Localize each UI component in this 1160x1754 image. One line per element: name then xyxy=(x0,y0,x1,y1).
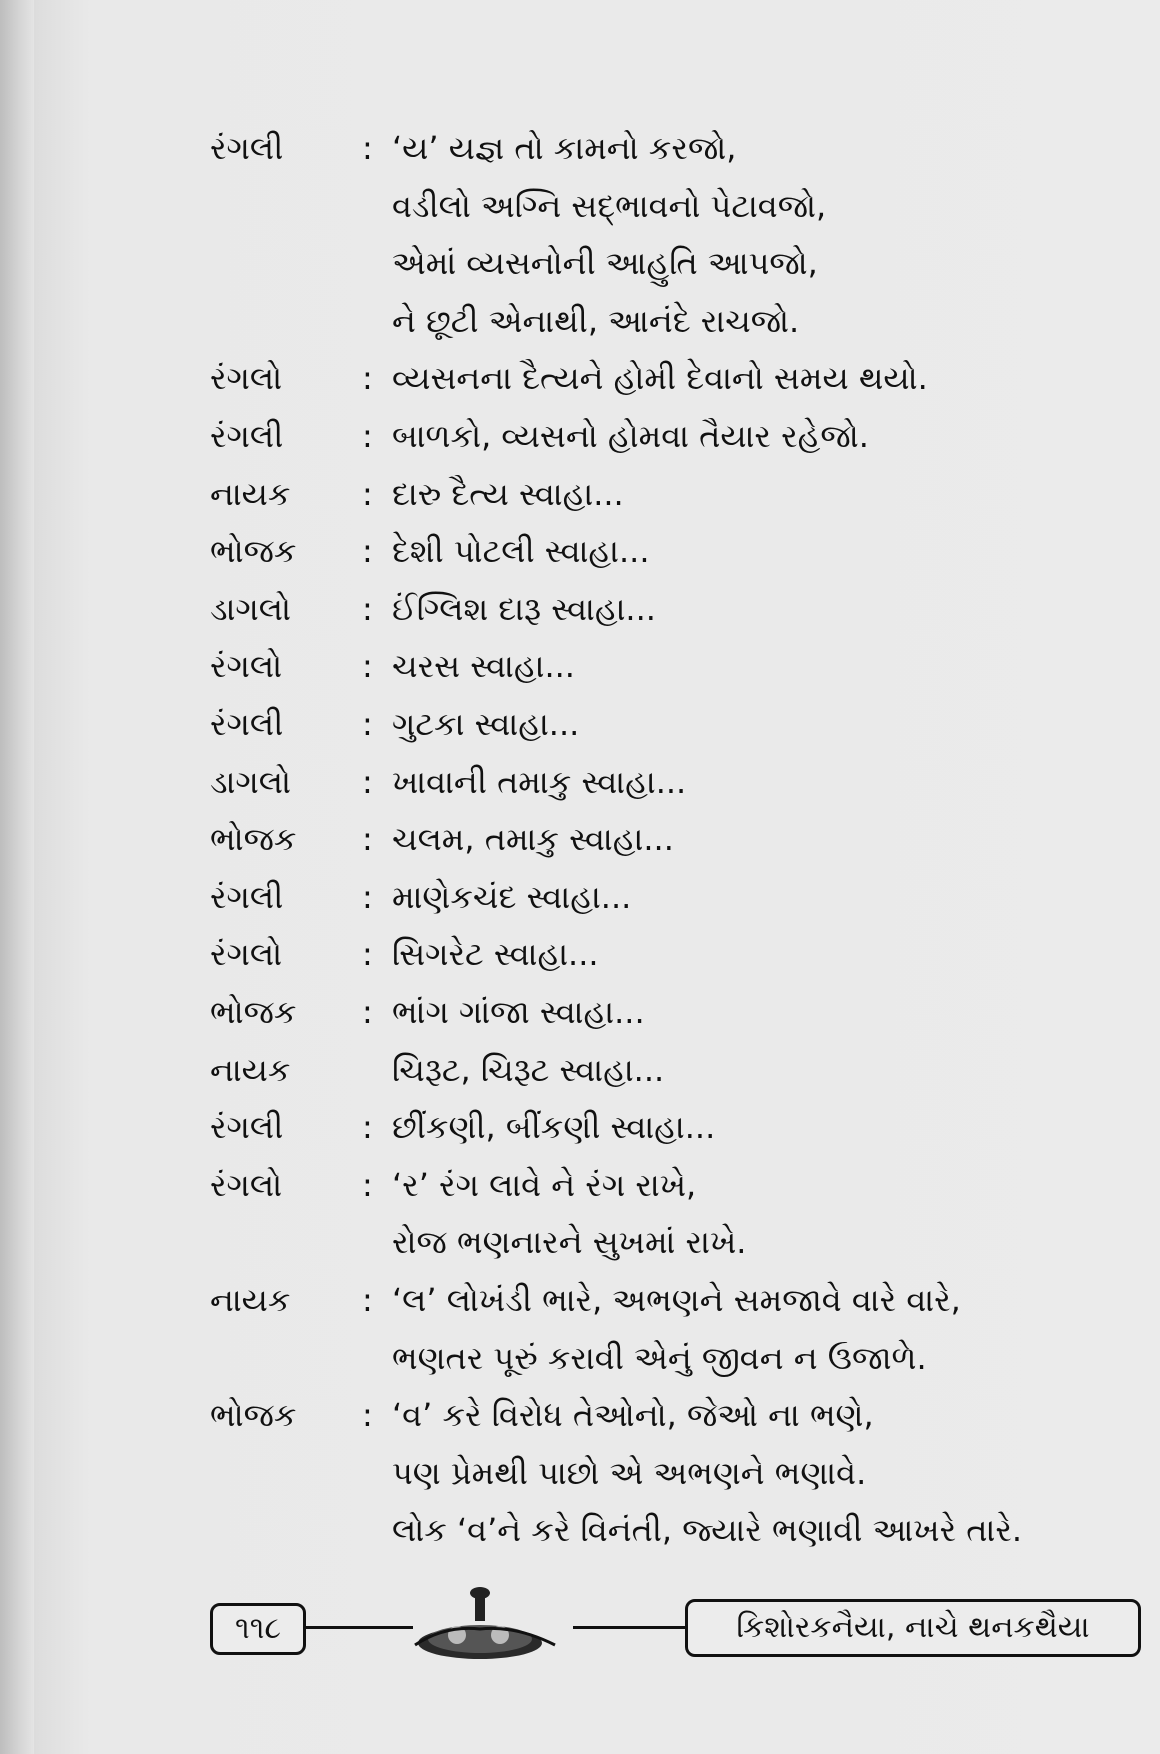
speaker-colon: : xyxy=(362,935,373,974)
dialogue-line xyxy=(0,1387,1160,1443)
footer-rule-left xyxy=(303,1626,413,1629)
dialogue-line xyxy=(0,1272,1160,1328)
dialogue-text: દારુ દૈત્ય સ્વાહા... xyxy=(392,474,624,513)
speaker-colon: : xyxy=(362,993,373,1031)
dialogue-line xyxy=(0,178,1160,234)
dialogue-text: એમાં વ્યસનોની આહુતિ આપજો, xyxy=(392,244,818,283)
dialogue-line xyxy=(0,696,1160,752)
dialogue-line xyxy=(0,466,1160,522)
speaker-colon: : xyxy=(362,647,373,686)
dialogue-text: બાળકો, વ્યસનો હોમવા તૈયાર રહેજો. xyxy=(392,417,869,455)
dialogue-text: ચરસ સ્વાહા... xyxy=(392,647,575,686)
dialogue-line xyxy=(0,1157,1160,1213)
dialogue-line xyxy=(0,1445,1160,1501)
speaker-colon: : xyxy=(362,820,373,859)
dialogue-text: ભણતર પૂરું કરાવી એનું જીવન ન ઉજાળે. xyxy=(392,1338,927,1377)
dialogue-text: વ્યસનના દૈત્યને હોમી દેવાનો સમય થયો. xyxy=(392,359,928,398)
speaker-name: રંગલી xyxy=(210,877,284,916)
dialogue-text: ગુટકા સ્વાહા... xyxy=(392,705,580,743)
speaker-colon: : xyxy=(362,589,373,628)
book-series-title: કિશોરકનૈયા, નાચે થનકથૈયા xyxy=(685,1599,1141,1657)
speaker-name: રંગલો xyxy=(210,1165,283,1204)
dialogue-line xyxy=(0,120,1160,176)
dialogue-line xyxy=(0,638,1160,694)
dialogue-line xyxy=(0,984,1160,1040)
speaker-name: નાયક xyxy=(210,1050,291,1089)
speaker-colon: : xyxy=(362,417,373,455)
speaker-name: ડાગલો xyxy=(210,589,291,628)
speaker-name: રંગલો xyxy=(210,359,283,398)
speaker-name: નાયક xyxy=(210,1281,291,1319)
dialogue-line xyxy=(0,581,1160,637)
speaker-colon: : xyxy=(362,1165,373,1204)
speaker-name: રંગલી xyxy=(210,705,284,743)
speaker-colon: : xyxy=(362,1396,373,1435)
dialogue-text: છીંકણી, બીંકણી સ્વાહા... xyxy=(392,1108,716,1147)
speaker-colon: : xyxy=(362,1281,373,1319)
dialogue-text: ચલમ, તમાકુ સ્વાહા... xyxy=(392,820,674,859)
page-number: ૧૧૮ xyxy=(210,1603,306,1655)
footer-rule-right xyxy=(573,1626,685,1629)
speaker-name: ભોજક xyxy=(210,1396,297,1435)
dialogue-text: દેશી પોટલી સ્વાહા... xyxy=(392,532,650,571)
speaker-name: રંગલી xyxy=(210,129,284,167)
speaker-name: ભોજક xyxy=(210,820,297,859)
dialogue-line xyxy=(0,926,1160,982)
speaker-name: નાયક xyxy=(210,474,291,513)
dialogue-line xyxy=(0,811,1160,867)
speaker-name: રંગલો xyxy=(210,647,283,686)
dialogue-text: ચિરૂટ, ચિરૂટ સ્વાહા... xyxy=(392,1050,665,1089)
page-footer xyxy=(205,1585,1145,1665)
dialogue-text: વડીલો અગ્નિ સદ્ભાવનો પેટાવજો, xyxy=(392,186,827,225)
speaker-name: રંગલો xyxy=(210,935,283,974)
dialogue-line xyxy=(0,754,1160,810)
speaker-colon: : xyxy=(362,474,373,513)
dialogue-text: ને છૂટી એનાથી, આનંદે રાચજો. xyxy=(392,301,800,340)
dancing-figure-emblem-icon xyxy=(405,1585,575,1665)
speaker-name: ભોજક xyxy=(210,532,297,571)
speaker-colon: : xyxy=(362,1108,373,1147)
dialogue-text: સિગરેટ સ્વાહા... xyxy=(392,935,599,974)
speaker-colon: : xyxy=(362,877,373,916)
speaker-colon: : xyxy=(362,532,373,571)
dialogue-line xyxy=(0,1214,1160,1270)
speaker-name: ભોજક xyxy=(210,993,297,1031)
speaker-name: રંગલી xyxy=(210,417,284,455)
dialogue-text: પણ પ્રેમથી પાછો એ અભણને ભણાવે. xyxy=(392,1453,867,1492)
dialogue-text: માણેકચંદ સ્વાહા... xyxy=(392,877,632,916)
dialogue-text: ભાંગ ગાંજા સ્વાહા... xyxy=(392,993,645,1031)
speaker-colon: : xyxy=(362,705,373,743)
speaker-name: ડાગલો xyxy=(210,762,291,801)
dialogue-line xyxy=(0,1330,1160,1386)
dialogue-line xyxy=(0,235,1160,291)
speaker-name: રંગલી xyxy=(210,1108,284,1147)
dialogue-text: ‘ય’ યજ્ઞ તો કામનો કરજો, xyxy=(392,129,737,167)
dialogue-line xyxy=(0,408,1160,464)
dialogue-line xyxy=(0,1042,1160,1098)
dialogue-line xyxy=(0,523,1160,579)
speaker-colon: : xyxy=(362,762,373,801)
dialogue-line xyxy=(0,350,1160,406)
dialogue-line xyxy=(0,293,1160,349)
dialogue-line xyxy=(0,1502,1160,1558)
dialogue-text: ‘લ’ લોખંડી ભારે, અભણને સમજાવે વારે વારે, xyxy=(392,1281,961,1319)
dialogue-text: ખાવાની તમાકુ સ્વાહા... xyxy=(392,762,687,801)
dialogue-text: રોજ ભણનારને સુખમાં રાખે. xyxy=(392,1223,747,1262)
dialogue-line xyxy=(0,1099,1160,1155)
dialogue-text: લોક ‘વ’ને કરે વિનંતી, જ્યારે ભણાવી આખરે તારે. xyxy=(392,1511,1023,1550)
dialogue-text: ઈંગ્લિશ દારૂ સ્વાહા... xyxy=(392,589,656,628)
dialogue-text: ‘વ’ કરે વિરોધ તેઓનો, જેઓ ના ભણે, xyxy=(392,1396,874,1435)
dialogue-text: ‘ર’ રંગ લાવે ને રંગ રાખે, xyxy=(392,1165,697,1204)
speaker-colon: : xyxy=(362,129,373,167)
dialogue-line xyxy=(0,869,1160,925)
speaker-colon: : xyxy=(362,359,373,398)
